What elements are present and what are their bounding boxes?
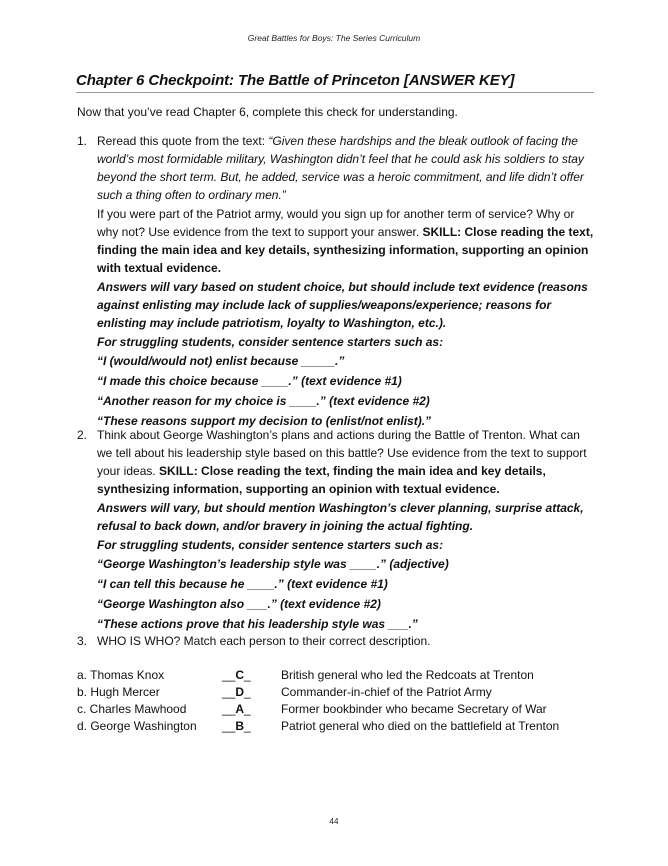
answer-text: Answers will vary, but should mention Washington’s clever planning, surprise attack, refusal to back down, and/or bravery in joining the actual fighting. bbox=[97, 501, 584, 533]
sentence-starter: “I (would/would not) enlist because _____.” bbox=[97, 354, 345, 368]
blank-suffix: _ bbox=[244, 702, 251, 716]
running-header: Great Battles for Boys: The Series Curriculum bbox=[247, 33, 421, 43]
person-name: d. George Washington bbox=[77, 719, 197, 733]
sentence-starter: “I can tell this because he ____.” (text evidence #1) bbox=[97, 577, 388, 591]
person-name: a. Thomas Knox bbox=[77, 668, 165, 682]
prompt-lead: Reread this quote from the text: bbox=[97, 134, 269, 148]
question-body: If you were part of the Patriot army, would you sign up for another term of service? Why or why not? Use evidence from the text to support your answer. bbox=[97, 207, 575, 239]
person-name: b. Hugh Mercer bbox=[77, 685, 160, 699]
blank-prefix: __ bbox=[222, 685, 236, 699]
blank-suffix: _ bbox=[244, 668, 251, 682]
match-answer bbox=[222, 667, 251, 684]
sentence-starter: “These reasons support my decision to (enlist/not enlist).” bbox=[97, 414, 432, 428]
match-answer bbox=[222, 684, 251, 701]
struggling-note: For struggling students, consider sentence starters such as: bbox=[97, 538, 444, 552]
blank-suffix: _ bbox=[244, 685, 251, 699]
question-2 bbox=[77, 426, 597, 635]
answer-letter: B bbox=[235, 719, 245, 733]
matching-row bbox=[77, 718, 597, 735]
blank-prefix: __ bbox=[222, 668, 236, 682]
person-description: Commander-in-chief of the Patriot Army bbox=[281, 685, 492, 699]
sentence-starter: “I made this choice because ____.” (text evidence #1) bbox=[97, 374, 402, 388]
sentence-starter: “Another reason for my choice is ____.” (text evidence #2) bbox=[97, 394, 430, 408]
quote-text: “Given these hardships and the bleak outlook of facing the world’s most formidable military, Washington didn’t feel that he could ask his soldiers to stay beyond the short term. But, he added, service was a heroic commitment, and life didn’t offer such a thing often to ordinary men.” bbox=[97, 134, 584, 202]
page-number: 44 bbox=[329, 817, 339, 826]
struggling-note: For struggling students, consider sentence starters such as: bbox=[97, 335, 444, 349]
person-description: British general who led the Redcoats at Trenton bbox=[281, 668, 534, 682]
question-text bbox=[97, 205, 597, 277]
question-prompt bbox=[97, 132, 597, 204]
blank-prefix: __ bbox=[222, 719, 236, 733]
person-description: Former bookbinder who became Secretary of War bbox=[281, 702, 547, 716]
answer-letter: D bbox=[235, 685, 245, 699]
blank-suffix: _ bbox=[244, 719, 251, 733]
question-number: 3. bbox=[77, 634, 88, 648]
question-number: 2. bbox=[77, 428, 88, 442]
matching-table bbox=[77, 667, 597, 735]
question-3 bbox=[77, 632, 597, 651]
question-text bbox=[97, 426, 597, 498]
answer-text: Answers will vary based on student choice, but should include text evidence (reasons against enlisting may include lack of supplies/weapons/experience; reasons for enlisting may include patriotism, loyalty to Washington, etc.). bbox=[97, 280, 588, 330]
answer-letter: A bbox=[235, 702, 245, 716]
sentence-starter: “George Washington’s leadership style was ____.” (adjective) bbox=[97, 557, 449, 571]
skill-text: SKILL: Close reading the text, finding the main idea and key details, synthesizing information, supporting an opinion with textual evidence. bbox=[97, 225, 594, 275]
person-description: Patriot general who died on the battlefield at Trenton bbox=[281, 719, 560, 733]
question-number: 1. bbox=[77, 134, 88, 148]
match-answer bbox=[222, 701, 251, 718]
matching-row bbox=[77, 667, 597, 684]
question-1 bbox=[77, 132, 597, 432]
answer-letter: C bbox=[235, 668, 245, 682]
page-title: Chapter 6 Checkpoint: The Battle of Princeton [ANSWER KEY] bbox=[76, 72, 594, 93]
question-text: WHO IS WHO? Match each person to their correct description. bbox=[97, 634, 431, 648]
sentence-starter: “George Washington also ___.” (text evidence #2) bbox=[97, 597, 381, 611]
person-name: c. Charles Mawhood bbox=[77, 702, 187, 716]
skill-text: SKILL: Close reading the text, finding the main idea and key details, synthesizing information, supporting an opinion with textual evidence. bbox=[97, 464, 546, 496]
question-body: Think about George Washington’s plans and actions during the Battle of Trenton. What can we tell about his leadership style based on this battle? Use evidence from the text to support your ideas. bbox=[97, 428, 587, 478]
sentence-starter: “These actions prove that his leadership style was ___.” bbox=[97, 617, 418, 631]
blank-prefix: __ bbox=[222, 702, 236, 716]
matching-row bbox=[77, 701, 597, 718]
matching-row bbox=[77, 684, 597, 701]
intro-text: Now that you’ve read Chapter 6, complete this check for understanding. bbox=[77, 105, 458, 119]
match-answer bbox=[222, 718, 251, 735]
